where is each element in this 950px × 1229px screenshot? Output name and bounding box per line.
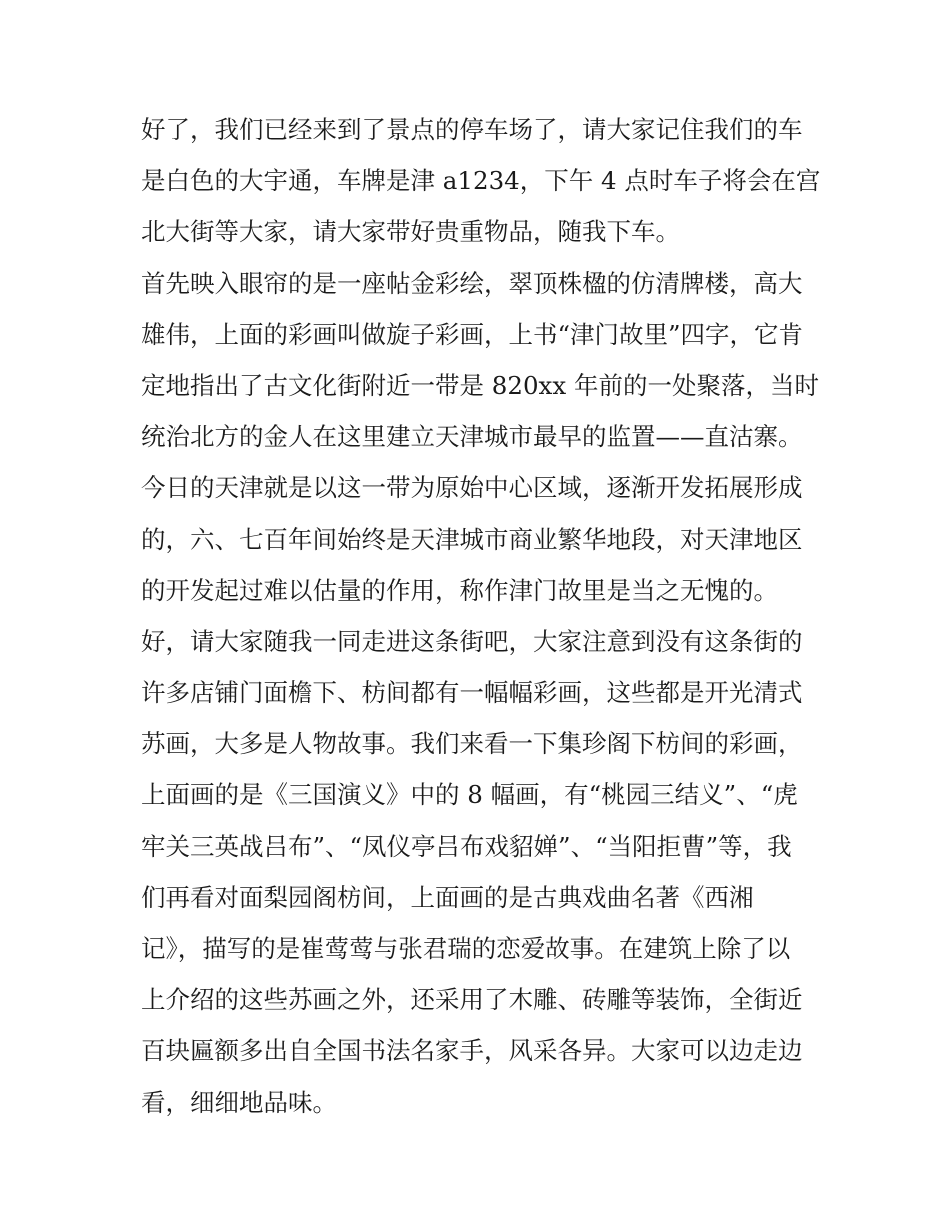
text-line: 苏画，大多是人物故事。我们来看一下集珍阁下枋间的彩画， [141,729,803,759]
text-line: 的开发起过难以估量的作用，称作津门故里是当之无愧的。 [141,575,778,605]
text-line: 看，细细地品味。 [141,1087,337,1117]
text-line: 今日的天津就是以这一带为原始中心区域，逐渐开发拓展形成 [141,473,803,503]
text-line: 北大街等大家，请大家带好贵重物品，随我下车。 [141,217,680,247]
text-line: 上面画的是《三国演义》中的 8 幅画，有“桃园三结义”、“虎 [141,780,798,810]
text-line: 记》，描写的是崔莺莺与张君瑞的恋爱故事。在建筑上除了以 [141,934,791,963]
text-line: 上介绍的这些苏画之外，还采用了木雕、砖雕等装饰，全街近 [141,985,803,1015]
text-line: 的，六、七百年间始终是天津城市商业繁华地段，对天津地区 [141,524,803,554]
body-text [141,104,821,1128]
text-line: 定地指出了古文化街附近一带是 820xx 年前的一处聚落，当时 [141,370,819,400]
text-line: 牢关三英战吕布”、“凤仪亭吕布戏貂婵”、“当阳拒曹”等，我 [141,831,792,861]
text-line: 百块匾额多出自全国书法名家手，风采各异。大家可以边走边 [141,1036,803,1066]
text-line: 是白色的大宇通，车牌是津 a1234，下午 4 点时车子将会在宫 [141,166,821,196]
text-line: 好，请大家随我一同走进这条街吧，大家注意到没有这条街的 [141,626,803,656]
text-line: 好了，我们已经来到了景点的停车场了，请大家记住我们的车 [141,115,803,144]
text-line: 许多店铺门面檐下、枋间都有一幅幅彩画，这些都是开光清式 [141,678,803,708]
text-line: 首先映入眼帘的是一座帖金彩绘，翠顶株楹的仿清牌楼，高大 [141,268,803,298]
text-line: 们再看对面梨园阁枋间，上面画的是古典戏曲名著《西湘 [141,882,754,912]
text-line: 统治北方的金人在这里建立天津城市最早的监置——直沽寨。 [141,422,803,452]
text-line: 雄伟，上面的彩画叫做旋子彩画，上书“津门故里”四字，它肯 [141,319,804,349]
